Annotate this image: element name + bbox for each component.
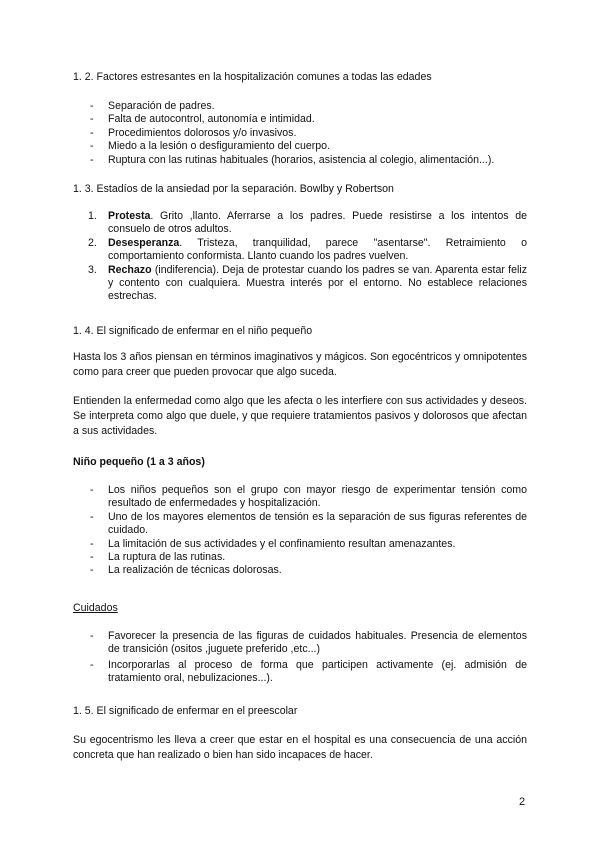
stage-text: . Tristeza, tranquilidad, parece "asentarse". Retraimiento o comportamiento conformista. Llanto cuando los padres vuelven. (108, 236, 527, 263)
stressors-list (90, 100, 527, 167)
list-item: - Favorecer la presencia de las figuras de cuidados habituales. Presencia de elementos de transición (ositos ,juguete preferido ,etc...) (90, 630, 527, 657)
list-item: - Miedo a la lesión o desfiguramiento del cuerpo. (90, 140, 527, 153)
list-item: - Uno de los mayores elementos de tensión es la separación de sus figuras referentes de cuidado. (90, 511, 527, 538)
list-item: - Ruptura con las rutinas habituales (horarios, asistencia al colegio, alimentación...). (90, 154, 527, 167)
list-item (88, 237, 527, 264)
stage-text: (indiferencia). Deja de protestar cuando los padres se van. Aparenta estar feliz y contento con cualquiera. Muestra interés por el entorno. No establece relaciones estrechas. (108, 263, 527, 303)
section-heading-1-3: 1. 3. Estadíos de la ansiedad por la separación. Bowlby y Robertson (73, 183, 394, 195)
list-item: - La ruptura de las rutinas. (90, 551, 527, 564)
paragraph: Hasta los 3 años piensan en términos imaginativos y mágicos. Son egocéntricos y omnipotentes como para creer que pueden provocar que algo suceda. (73, 351, 527, 378)
stage-term: Protesta (108, 210, 151, 222)
section-heading-1-2: 1. 2. Factores estresantes en la hospitalización comunes a todas las edades (73, 71, 432, 83)
stage-term: Desesperanza (108, 236, 180, 249)
section-heading-1-5: 1. 5. El significado de enfermar en el preescolar (73, 705, 298, 717)
item-number: 1. (88, 210, 97, 222)
list-item: - Procedimientos dolorosos y/o invasivos. (90, 127, 527, 140)
list-item: - La realización de técnicas dolorosas. (90, 564, 527, 577)
care-list (90, 630, 527, 686)
list-item: - Falta de autocontrol, autonomía e intimidad. (90, 113, 527, 126)
list-item: - La limitación de sus actividades y el confinamiento resultan amenazantes. (90, 538, 527, 551)
subheading-toddler: Niño pequeño (1 a 3 años) (73, 456, 205, 468)
list-item: - Los niños pequeños son el grupo con mayor riesgo de experimentar tensión como resultado de enfermedades y hospitalización. (90, 484, 527, 511)
toddler-list (90, 484, 527, 578)
item-number: 3. (88, 263, 97, 276)
paragraph: Su egocentrismo les lleva a creer que estar en el hospital es una consecuencia de una acción concreta que han realizado o bien han sido incapaces de hacer. (73, 734, 527, 761)
paragraph: Entienden la enfermedad como algo que les afecta o les interfiere con sus actividades y deseos. Se interpreta como algo que duele, y que requiere tratamientos pasivos y dolorosos que afectan a sus actividades. (73, 395, 527, 437)
list-item (88, 210, 527, 237)
page-number: 2 (519, 796, 526, 808)
list-item: - Incorporarlas al proceso de forma que participen activamente (ej. admisión de tratamiento oral, nebulizaciones...). (90, 659, 527, 686)
section-heading-1-4: 1. 4. El significado de enfermar en el niño pequeño (73, 325, 313, 337)
care-heading: Cuidados (73, 602, 118, 614)
stage-text: . Grito ,llanto. Aferrarse a los padres. Puede resistirse a los intentos de consuelo de otros adultos. (108, 210, 527, 236)
list-item (88, 264, 527, 304)
stage-term: Rechazo (108, 263, 152, 276)
list-item: - Separación de padres. (90, 100, 527, 113)
item-number: 2. (88, 236, 97, 249)
anxiety-stages-list (88, 210, 527, 304)
